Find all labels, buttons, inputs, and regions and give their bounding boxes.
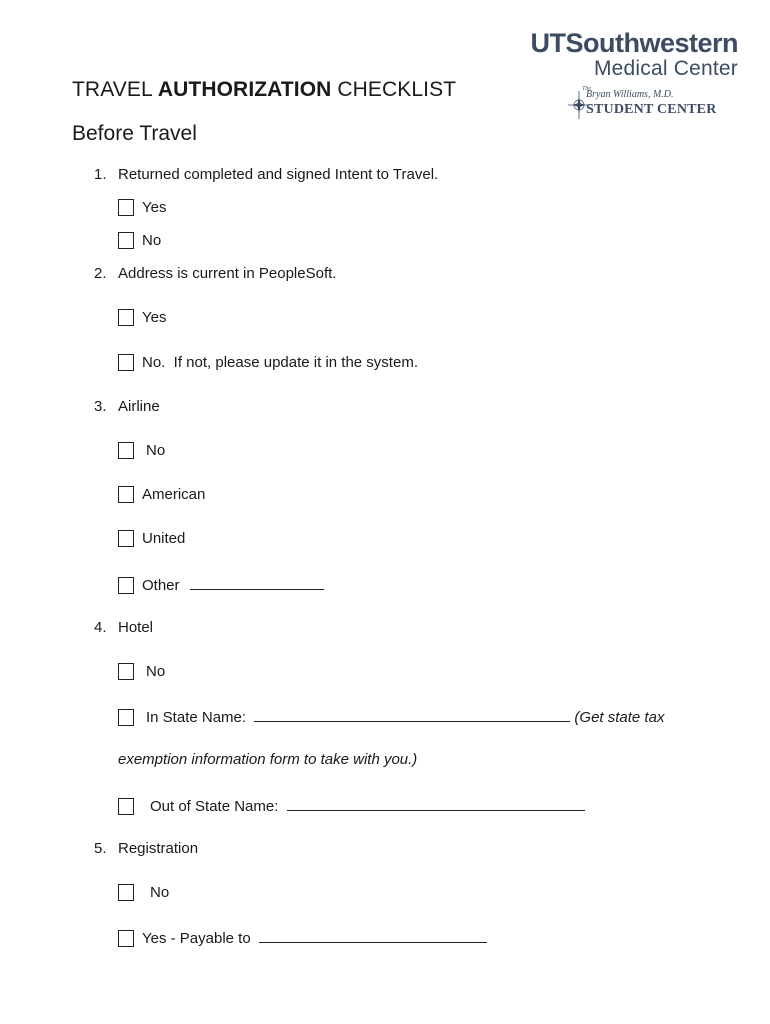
question-text: Returned completed and signed Intent to Travel. xyxy=(118,166,439,183)
option-label: Yes xyxy=(142,309,167,326)
logo-student-center: STUDENT CENTER xyxy=(586,102,717,117)
tax-note-continued: exemption information form to take with you.) xyxy=(118,751,418,768)
checkbox[interactable] xyxy=(118,663,134,680)
option-label: No xyxy=(142,232,162,249)
option-q3-united[interactable] xyxy=(118,529,185,549)
option-q3-no[interactable] xyxy=(118,441,165,461)
option-label: No xyxy=(150,884,170,901)
option-label: In State Name: xyxy=(146,709,247,726)
question-number: 3. xyxy=(94,398,107,415)
option-label: Yes xyxy=(142,199,167,216)
checkbox[interactable] xyxy=(118,199,134,216)
question-text: Registration xyxy=(118,840,199,857)
student-center-logo xyxy=(568,86,718,126)
question-2 xyxy=(94,265,336,282)
title-part-bold: AUTHORIZATION xyxy=(157,78,332,101)
question-3 xyxy=(94,398,160,415)
checkbox[interactable] xyxy=(118,309,134,326)
other-airline-blank[interactable] xyxy=(190,574,324,590)
option-q5-yes[interactable] xyxy=(118,927,487,947)
option-label: No xyxy=(146,663,166,680)
in-state-name-blank[interactable] xyxy=(254,706,570,722)
option-label: Out of State Name: xyxy=(150,798,279,815)
question-number: 1. xyxy=(94,166,107,183)
question-1 xyxy=(94,166,438,183)
logo-the: The xyxy=(582,86,591,92)
option-q1-yes[interactable] xyxy=(118,198,166,218)
payable-to-blank[interactable] xyxy=(259,927,487,943)
option-label: Other xyxy=(142,577,180,594)
question-number: 5. xyxy=(94,840,107,857)
logo-name: Bryan Williams, M.D. xyxy=(586,89,674,100)
logo-line-2: Medical Center xyxy=(593,57,738,80)
section-heading: Before Travel xyxy=(72,122,197,145)
question-text: Airline xyxy=(118,398,160,415)
tax-note-start: (Get state tax xyxy=(574,709,665,726)
checkbox[interactable] xyxy=(118,530,134,547)
ut-southwestern-logo xyxy=(488,28,738,80)
question-number: 4. xyxy=(94,619,107,636)
option-label: American xyxy=(142,486,206,503)
question-5 xyxy=(94,840,198,857)
page-title xyxy=(72,78,456,102)
option-q5-no[interactable] xyxy=(118,883,169,903)
question-text: Address is current in PeopleSoft. xyxy=(118,265,337,282)
option-q4-in-state[interactable] xyxy=(118,706,664,726)
checkbox[interactable] xyxy=(118,798,134,815)
question-text: Hotel xyxy=(118,619,154,636)
checkbox[interactable] xyxy=(118,486,134,503)
checkbox[interactable] xyxy=(118,232,134,249)
question-number: 2. xyxy=(94,265,107,282)
option-q4-no[interactable] xyxy=(118,662,165,682)
checkbox[interactable] xyxy=(118,354,134,371)
logo-line-1: UTSouthwestern xyxy=(530,28,738,58)
out-of-state-name-blank[interactable] xyxy=(287,795,585,811)
checkbox[interactable] xyxy=(118,930,134,947)
checkbox[interactable] xyxy=(118,577,134,594)
option-label: United xyxy=(142,530,186,547)
checkbox[interactable] xyxy=(118,709,134,726)
checkbox[interactable] xyxy=(118,442,134,459)
option-label: No. If not, please update it in the system. xyxy=(142,354,418,371)
title-part-1: TRAVEL xyxy=(72,78,158,101)
question-4 xyxy=(94,619,153,636)
option-q2-yes[interactable] xyxy=(118,308,166,328)
option-q4-out-of-state[interactable] xyxy=(118,795,585,815)
option-q1-no[interactable] xyxy=(118,231,161,251)
title-part-3: CHECKLIST xyxy=(331,78,457,101)
option-q2-no[interactable] xyxy=(118,353,418,373)
option-label: Yes - Payable to xyxy=(142,930,251,947)
option-label: No xyxy=(146,442,166,459)
checkbox[interactable] xyxy=(118,884,134,901)
option-q3-other[interactable] xyxy=(118,574,324,594)
option-q3-american[interactable] xyxy=(118,485,205,505)
